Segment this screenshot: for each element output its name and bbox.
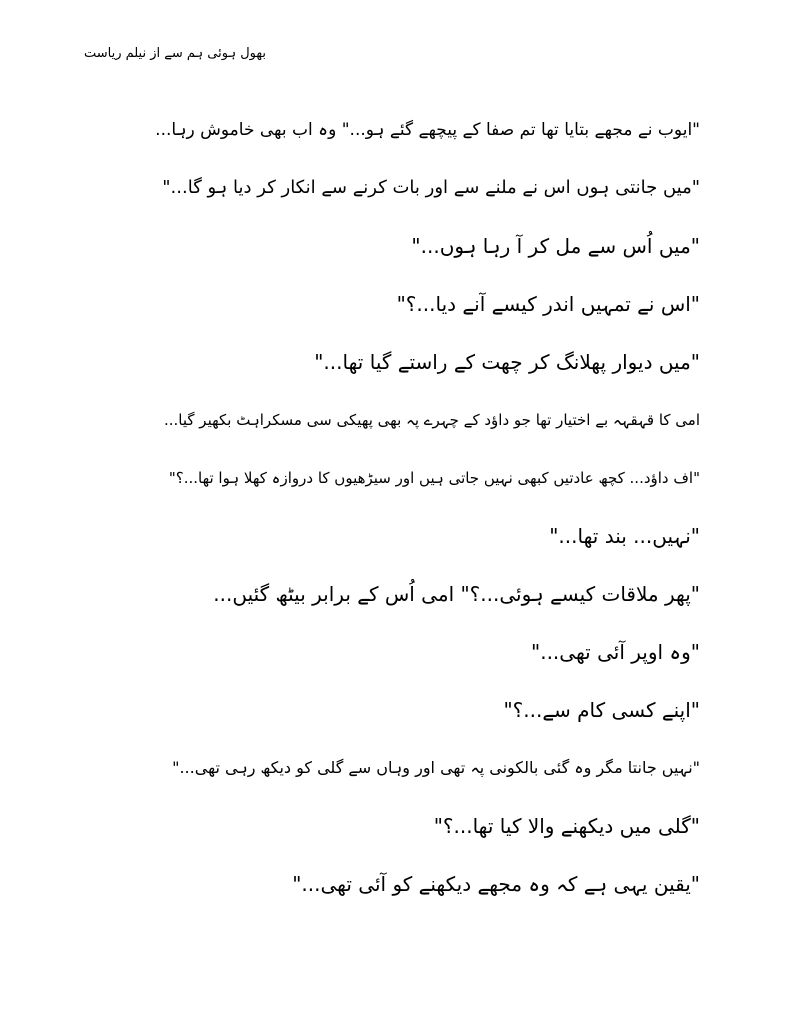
paragraph: "گلی میں دیکھنے والا کیا تھا...؟" [433,814,700,838]
paragraph: "میں جانتی ہوں اس نے ملنے سے اور بات کرنے سے انکار کر دیا ہو گا..." [162,177,700,198]
paragraph: "میں دیوار پھلانگ کر چھت کے راستے گیا تھا..." [314,350,700,374]
paragraph: "میں اُس سے مل کر آ رہا ہوں..." [411,234,700,258]
paragraph: "اف داؤد... کچھ عادتیں کبھی نہیں جاتی ہیں اور سیڑھیوں کا دروازہ کھلا ہوا تھا...؟" [168,469,700,487]
paragraph: "وہ اوپر آئی تھی..." [531,640,700,664]
paragraph: "اپنے کسی کام سے...؟" [503,698,700,722]
running-header: بھول ہوئی ہم سے از نیلم ریاست [83,46,266,61]
paragraph: "ایوب نے مجھے بتایا تھا تم صفا کے پیچھے گئے ہو..." وہ اب بھی خاموش رہا... [155,120,700,140]
paragraph: "یقین یہی ہے کہ وہ مجھے دیکھنے کو آئی تھی..." [292,872,700,896]
story-text [150,106,700,918]
paragraph: "نہیں جانتا مگر وہ گئی بالکونی پہ تھی اور وہاں سے گلی کو دیکھ رہی تھی..." [172,758,700,777]
paragraph: امی کا قہقہہ بے اختیار تھا جو داؤد کے چہرے پہ بھی پھیکی سی مسکراہٹ بکھیر گیا... [163,411,700,429]
paragraph: "اس نے تمہیں اندر کیسے آنے دیا...؟" [396,292,700,316]
paragraph: "نہیں... بند تھا..." [549,524,700,548]
paragraph: "پھر ملاقات کیسے ہوئی...؟" امی اُس کے برابر بیٹھ گئیں... [213,582,700,606]
